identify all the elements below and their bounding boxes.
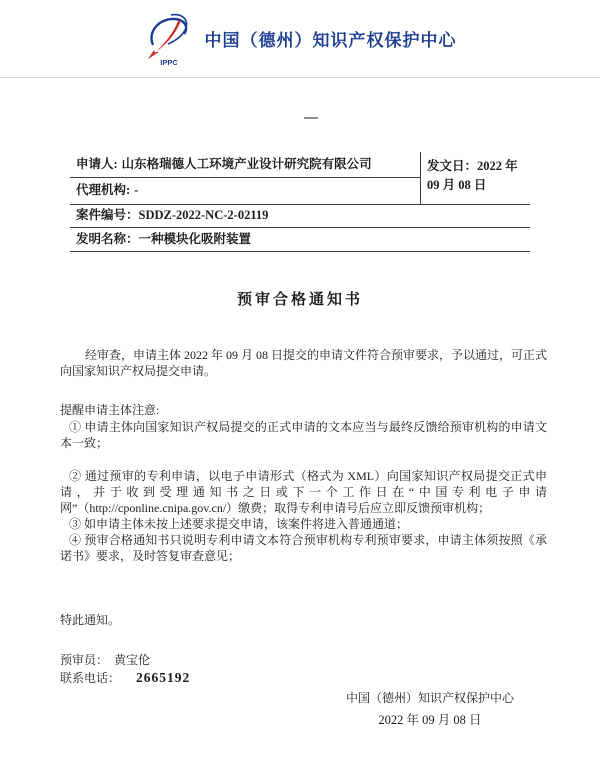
examiner-line [60,652,150,668]
invention-name-value: 一种模块化吸附装置 [138,232,252,246]
notice-body-paragraph: 经审查，申请主体 2022 年 09 月 08 日提交的申请文件符合预审要求，予以通过，可正式向国家知识产权局提交申请。 [60,348,548,378]
logo-text: IPPC [159,57,178,67]
signature-block [320,687,540,731]
header [0,0,600,78]
signature-date: 2022 年 09 月 08 日 [378,713,482,727]
case-number-label: 案件编号： [76,208,139,222]
issue-date-label: 发文日： [427,159,478,173]
agency-label: 代理机构: [76,183,131,197]
examiner-name: 黄宝伦 [114,653,151,667]
agency-value: - [134,183,139,197]
case-info-table [70,152,530,252]
reminder-item-1: ① 申请主体向国家知识产权局提交的正式申请的文本应当与最终反馈给预审机构的申请文本一致； [60,420,547,450]
signature-org-name: 中国（德州）知识产权保护中心 [345,691,514,705]
agency-row [70,178,420,204]
notice-title: 预审合格通知书 [236,292,363,308]
applicant-label: 申请人: [76,157,118,171]
case-info-top-grid [70,152,530,205]
case-number-row [70,205,530,228]
applicant-row [70,152,420,178]
reminder-item-2: ② 通过预审的专利申请，以电子申请形式（格式为 XML）向国家知识产权局提交正式申请，并于收到受理通知书之日或下一个工作日在“中国专利电子申请网”（http://cponline.cnipa.gov.cn/）缴费；取得专利申请号后应立即反馈预审机构； [60,469,547,515]
invention-name-label: 发明名称： [76,232,139,246]
closing-statement: 特此通知。 [60,613,121,627]
reminder-item-4: ④ 预审合格通知书只说明专利申请文本符合预审机构专利预审要求，申请主体须按照《承诺书》要求，及时答复审查意见； [60,533,547,563]
reminder-section [60,402,547,564]
phone-number: 2665192 [136,670,191,685]
issue-date-value: 2022 年 09 月 08 日 [427,159,518,192]
page-marker-dash [304,117,318,119]
reminder-item-3: ③ 如申请主体未按上述要求提交申请，该案件将进入普通通道； [69,517,409,531]
reminder-heading: 提醒申请主体注意: [60,403,160,417]
case-number-value: SDDZ-2022-NC-2-02119 [138,208,269,222]
applicant-value: 山东格瑞德人工环境产业设计研究院有限公司 [121,157,372,171]
examiner-label: 预审员： [60,653,109,667]
invention-name-row [70,228,530,252]
phone-label: 联系电话： [60,671,121,685]
header-org-title: 中国（德州）知识产权保护中心 [204,31,457,50]
ippc-logo-graphic [144,12,190,68]
ippc-logo-icon [144,12,190,68]
phone-line [60,669,190,687]
issue-date-cell [420,152,530,204]
